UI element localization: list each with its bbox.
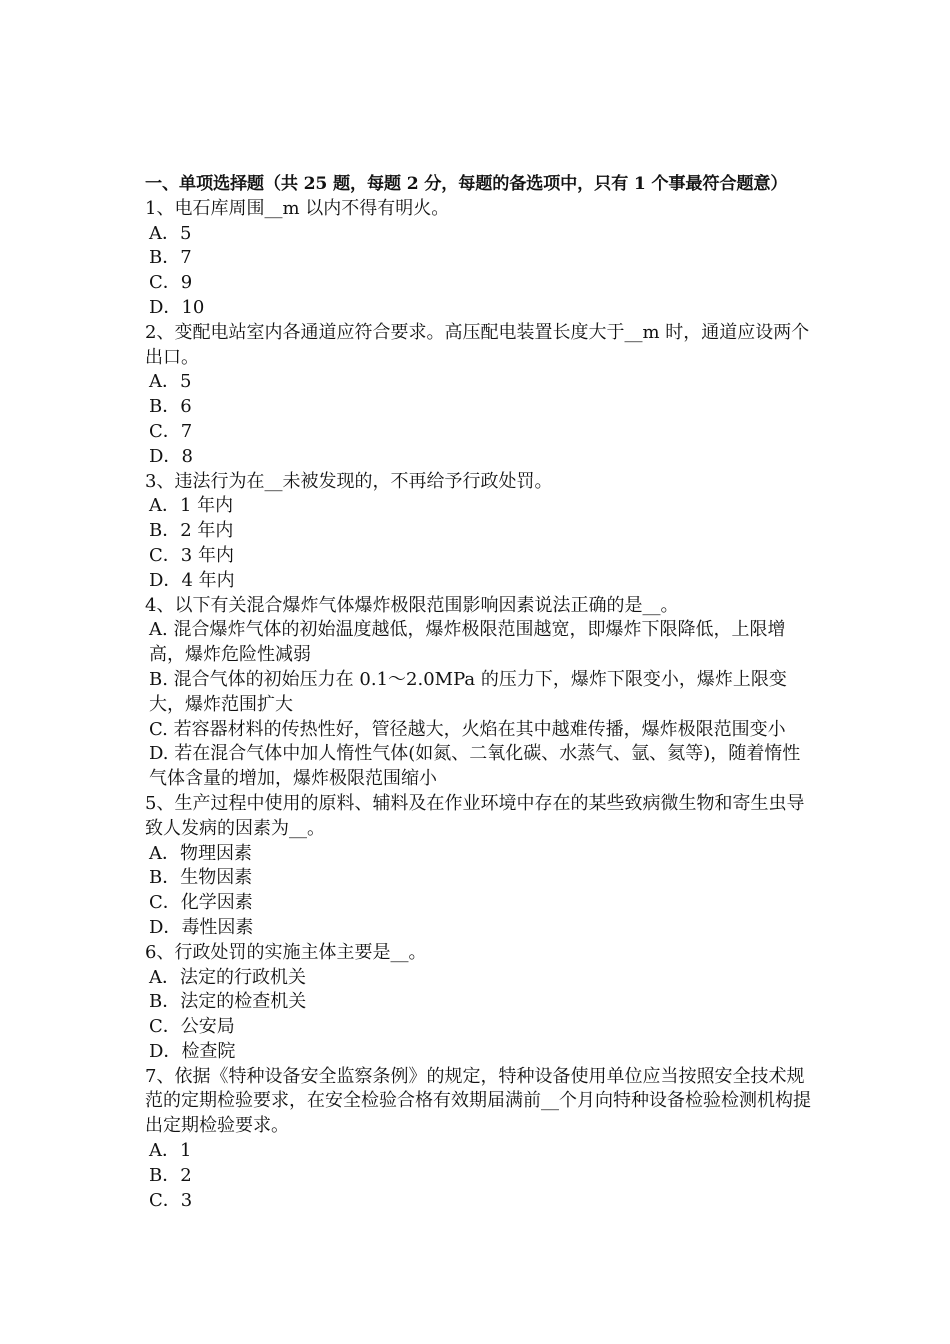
option-d (145, 296, 815, 321)
option-b (145, 990, 815, 1015)
option-text: 7 (180, 420, 193, 442)
option-text: 10 (181, 296, 205, 318)
option-text: 5 (180, 222, 192, 244)
option-b (145, 668, 815, 718)
option-label: A． (149, 371, 180, 393)
option-label: C． (149, 272, 181, 294)
option-label: C． (149, 544, 181, 566)
option-label: D． (149, 445, 182, 467)
option-label: B． (149, 396, 181, 418)
question-1 (145, 197, 815, 321)
option-text: 法定的行政机关 (180, 966, 306, 988)
option-label: D． (149, 569, 182, 591)
option-text: 7 (180, 247, 192, 269)
option-text: 法定的检查机关 (180, 991, 307, 1013)
option-a (145, 1139, 815, 1164)
question-2 (145, 321, 815, 470)
option-text: 若容器材料的传热性好，管径越大，火焰在其中越难传播，爆炸极限范围变小 (173, 718, 786, 740)
option-text: 2 (180, 1164, 192, 1186)
option-b (145, 1164, 815, 1189)
question-5 (145, 792, 815, 941)
option-c (145, 271, 815, 296)
option-label: D． (149, 1040, 182, 1062)
option-text: 8 (181, 445, 193, 467)
option-label: A. (149, 619, 174, 641)
question-7 (145, 1065, 815, 1214)
option-text: 3 (180, 1189, 193, 1211)
option-text: 3 年内 (180, 544, 234, 566)
option-label: C． (149, 420, 181, 442)
option-label: B． (149, 1164, 181, 1186)
document-page (145, 172, 815, 1213)
option-text: 化学因素 (180, 892, 253, 914)
option-a (145, 966, 815, 991)
option-text: 混合气体的初始压力在 0.1～2.0MPa 的压力下，爆炸下限变小，爆炸上限变大，爆炸范围扩大 (149, 668, 787, 715)
option-text: 6 (180, 396, 192, 418)
option-a (145, 222, 815, 247)
option-c (145, 420, 815, 445)
option-text: 1 年内 (180, 495, 234, 517)
option-label: C． (149, 1016, 181, 1038)
question-stem: 2、变配电站室内各通道应符合要求。高压配电装置长度大于__m 时，通道应设两个出口。 (145, 321, 810, 368)
option-label: B． (149, 991, 181, 1013)
question-4 (145, 594, 815, 792)
option-label: A． (149, 495, 180, 517)
option-c (145, 1189, 815, 1214)
option-a (145, 842, 815, 867)
option-c (145, 718, 815, 743)
option-text: 1 (180, 1140, 192, 1162)
option-label: A． (149, 1140, 180, 1162)
option-text: 物理因素 (180, 842, 252, 864)
option-text: 混合爆炸气体的初始温度越低，爆炸极限范围越宽，即爆炸下限降低，上限增高，爆炸危险性减弱 (149, 619, 786, 666)
option-label: A． (149, 966, 180, 988)
option-c (145, 1015, 815, 1040)
option-a (145, 618, 815, 668)
option-text: 公安局 (180, 1016, 235, 1038)
option-label: C． (149, 1189, 181, 1211)
option-b (145, 519, 815, 544)
option-b (145, 246, 815, 271)
option-label: D． (149, 916, 182, 938)
option-label: C． (149, 892, 181, 914)
option-label: D. (149, 743, 175, 765)
option-c (145, 891, 815, 916)
option-label: A． (149, 222, 180, 244)
option-text: 9 (180, 272, 193, 294)
question-stem: 3、违法行为在__未被发现的，不再给予行政处罚。 (145, 470, 553, 492)
question-stem: 7、依据《特种设备安全监察条例》的规定，特种设备使用单位应当按照安全技术规范的定期检验要求，在安全检验合格有效期届满前__个月向特种设备检验检测机构提出定期检验要求。 (145, 1065, 811, 1137)
option-b (145, 395, 815, 420)
option-d (145, 445, 815, 470)
option-label: B． (149, 867, 181, 889)
option-d (145, 1040, 815, 1065)
option-d (145, 742, 815, 792)
option-label: C. (149, 718, 174, 740)
option-text: 检查院 (181, 1040, 236, 1062)
question-stem: 1、电石库周围__m 以内不得有明火。 (145, 197, 450, 219)
option-label: B. (149, 668, 174, 690)
option-c (145, 544, 815, 569)
question-stem: 6、行政处罚的实施主体主要是__。 (145, 941, 427, 963)
option-text: 毒性因素 (181, 916, 254, 938)
question-6 (145, 941, 815, 1065)
option-text: 若在混合气体中加人惰性气体(如氮、二氧化碳、水蒸气、氩、氦等)，随着惰性气体含量的增加，爆炸极限范围缩小 (149, 743, 801, 790)
question-3 (145, 470, 815, 594)
option-d (145, 569, 815, 594)
option-label: B． (149, 520, 181, 542)
option-text: 5 (180, 371, 192, 393)
question-stem: 4、以下有关混合爆炸气体爆炸极限范围影响因素说法正确的是__。 (145, 594, 679, 616)
option-label: B． (149, 247, 181, 269)
option-label: D． (149, 296, 182, 318)
option-a (145, 494, 815, 519)
question-stem: 5、生产过程中使用的原料、辅料及在作业环境中存在的某些致病微生物和寄生虫导致人发病的因素为__。 (145, 792, 805, 839)
option-text: 生物因素 (180, 867, 253, 889)
option-text: 2 年内 (180, 520, 234, 542)
option-a (145, 370, 815, 395)
option-text: 4 年内 (181, 569, 235, 591)
option-label: A． (149, 842, 180, 864)
option-b (145, 866, 815, 891)
section-header: 一、单项选择题（共 25 题，每题 2 分，每题的备选项中，只有 1 个事最符合题意） (145, 174, 788, 194)
option-d (145, 916, 815, 941)
